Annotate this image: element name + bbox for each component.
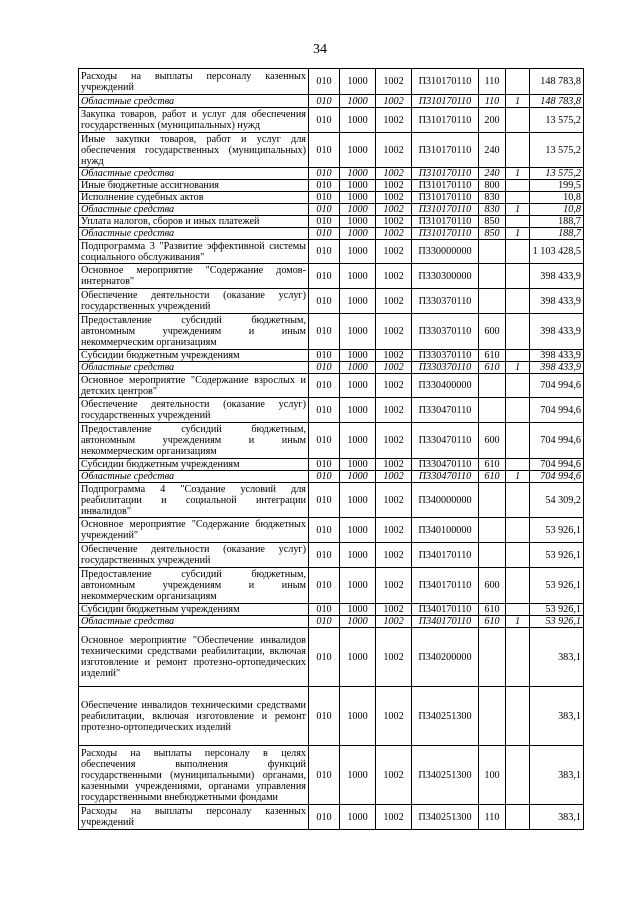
subsection-code-cell: 1002 bbox=[376, 398, 412, 423]
ministry-code-cell: 010 bbox=[309, 628, 340, 687]
funding-source-cell bbox=[506, 459, 530, 471]
item-name-cell: Расходы на выплаты персоналу казенных учреждений bbox=[79, 805, 309, 830]
section-code-cell: 1000 bbox=[340, 240, 376, 264]
subsection-code-cell: 1002 bbox=[376, 168, 412, 180]
funding-source-cell bbox=[506, 216, 530, 228]
funding-source-cell bbox=[506, 264, 530, 289]
target-article-cell: П310170110 bbox=[412, 95, 479, 108]
item-name-cell: Субсидии бюджетным учреждениям bbox=[79, 350, 309, 362]
subsection-code-cell: 1002 bbox=[376, 604, 412, 616]
funding-source-cell: 1 bbox=[506, 228, 530, 240]
ministry-code-cell: 010 bbox=[309, 168, 340, 180]
amount-cell: 704 994,6 bbox=[530, 374, 584, 398]
expense-type-cell: 850 bbox=[479, 216, 506, 228]
ministry-code-cell: 010 bbox=[309, 459, 340, 471]
table-row bbox=[79, 543, 584, 568]
target-article-cell: П340170110 bbox=[412, 543, 479, 568]
section-code-cell: 1000 bbox=[340, 228, 376, 240]
funding-source-cell bbox=[506, 423, 530, 459]
amount-cell: 398 433,9 bbox=[530, 350, 584, 362]
table-row bbox=[79, 459, 584, 471]
subsection-code-cell: 1002 bbox=[376, 471, 412, 483]
expense-type-cell: 610 bbox=[479, 459, 506, 471]
item-name-cell: Субсидии бюджетным учреждениям bbox=[79, 604, 309, 616]
target-article-cell: П330400000 bbox=[412, 374, 479, 398]
section-code-cell: 1000 bbox=[340, 568, 376, 604]
target-article-cell: П330370110 bbox=[412, 289, 479, 314]
expense-type-cell: 240 bbox=[479, 168, 506, 180]
funding-source-cell: 1 bbox=[506, 168, 530, 180]
target-article-cell: П310170110 bbox=[412, 216, 479, 228]
table-row bbox=[79, 628, 584, 687]
expense-type-cell: 800 bbox=[479, 180, 506, 192]
amount-cell: 1 103 428,5 bbox=[530, 240, 584, 264]
table-row bbox=[79, 69, 584, 95]
amount-cell: 188,7 bbox=[530, 216, 584, 228]
section-code-cell: 1000 bbox=[340, 204, 376, 216]
ministry-code-cell: 010 bbox=[309, 805, 340, 830]
funding-source-cell bbox=[506, 108, 530, 133]
amount-cell: 398 433,9 bbox=[530, 289, 584, 314]
item-name-cell: Закупка товаров, работ и услуг для обеспечения государственных (муниципальных) нужд bbox=[79, 108, 309, 133]
item-name-cell: Расходы на выплаты персоналу казенных учреждений bbox=[79, 69, 309, 95]
ministry-code-cell: 010 bbox=[309, 543, 340, 568]
ministry-code-cell: 010 bbox=[309, 289, 340, 314]
amount-cell: 148 783,8 bbox=[530, 95, 584, 108]
target-article-cell: П340100000 bbox=[412, 518, 479, 543]
item-name-cell: Расходы на выплаты персоналу в целях обеспечения выполнения функций государственными (муниципальными) органами, казенными учреждениями, органами управления государственными внебюджетными фондами bbox=[79, 746, 309, 805]
table-row bbox=[79, 133, 584, 168]
funding-source-cell bbox=[506, 289, 530, 314]
section-code-cell: 1000 bbox=[340, 423, 376, 459]
item-name-cell: Исполнение судебных актов bbox=[79, 192, 309, 204]
table-row bbox=[79, 108, 584, 133]
item-name-cell: Областные средства bbox=[79, 362, 309, 374]
subsection-code-cell: 1002 bbox=[376, 204, 412, 216]
amount-cell: 383,1 bbox=[530, 746, 584, 805]
section-code-cell: 1000 bbox=[340, 616, 376, 628]
amount-cell: 148 783,8 bbox=[530, 69, 584, 95]
item-name-cell: Подпрограмма 3 "Развитие эффективной системы социального обслуживания" bbox=[79, 240, 309, 264]
table-row bbox=[79, 805, 584, 830]
target-article-cell: П340251300 bbox=[412, 746, 479, 805]
amount-cell: 13 575,2 bbox=[530, 108, 584, 133]
subsection-code-cell: 1002 bbox=[376, 69, 412, 95]
ministry-code-cell: 010 bbox=[309, 204, 340, 216]
table-row bbox=[79, 518, 584, 543]
expense-type-cell: 600 bbox=[479, 568, 506, 604]
amount-cell: 10,8 bbox=[530, 192, 584, 204]
ministry-code-cell: 010 bbox=[309, 483, 340, 518]
funding-source-cell: 1 bbox=[506, 95, 530, 108]
item-name-cell: Областные средства bbox=[79, 471, 309, 483]
section-code-cell: 1000 bbox=[340, 483, 376, 518]
table-row bbox=[79, 192, 584, 204]
target-article-cell: П310170110 bbox=[412, 204, 479, 216]
target-article-cell: П340170110 bbox=[412, 604, 479, 616]
section-code-cell: 1000 bbox=[340, 133, 376, 168]
ministry-code-cell: 010 bbox=[309, 568, 340, 604]
subsection-code-cell: 1002 bbox=[376, 180, 412, 192]
target-article-cell: П330370110 bbox=[412, 314, 479, 350]
amount-cell: 13 575,2 bbox=[530, 133, 584, 168]
funding-source-cell bbox=[506, 314, 530, 350]
target-article-cell: П340170110 bbox=[412, 616, 479, 628]
section-code-cell: 1000 bbox=[340, 518, 376, 543]
amount-cell: 53 926,1 bbox=[530, 604, 584, 616]
item-name-cell: Областные средства bbox=[79, 168, 309, 180]
expense-type-cell bbox=[479, 543, 506, 568]
item-name-cell: Уплата налогов, сборов и иных платежей bbox=[79, 216, 309, 228]
funding-source-cell bbox=[506, 133, 530, 168]
section-code-cell: 1000 bbox=[340, 746, 376, 805]
ministry-code-cell: 010 bbox=[309, 180, 340, 192]
amount-cell: 188,7 bbox=[530, 228, 584, 240]
target-article-cell: П340251300 bbox=[412, 805, 479, 830]
section-code-cell: 1000 bbox=[340, 459, 376, 471]
section-code-cell: 1000 bbox=[340, 168, 376, 180]
expense-type-cell: 610 bbox=[479, 350, 506, 362]
section-code-cell: 1000 bbox=[340, 192, 376, 204]
amount-cell: 704 994,6 bbox=[530, 423, 584, 459]
amount-cell: 53 926,1 bbox=[530, 518, 584, 543]
table-row bbox=[79, 374, 584, 398]
target-article-cell: П310170110 bbox=[412, 168, 479, 180]
ministry-code-cell: 010 bbox=[309, 362, 340, 374]
table-row bbox=[79, 289, 584, 314]
target-article-cell: П310170110 bbox=[412, 192, 479, 204]
subsection-code-cell: 1002 bbox=[376, 543, 412, 568]
expense-type-cell bbox=[479, 687, 506, 746]
amount-cell: 398 433,9 bbox=[530, 362, 584, 374]
section-code-cell: 1000 bbox=[340, 471, 376, 483]
table-row bbox=[79, 568, 584, 604]
expense-type-cell: 110 bbox=[479, 95, 506, 108]
subsection-code-cell: 1002 bbox=[376, 133, 412, 168]
ministry-code-cell: 010 bbox=[309, 471, 340, 483]
expense-type-cell bbox=[479, 240, 506, 264]
subsection-code-cell: 1002 bbox=[376, 616, 412, 628]
amount-cell: 383,1 bbox=[530, 687, 584, 746]
ministry-code-cell: 010 bbox=[309, 240, 340, 264]
table-row bbox=[79, 362, 584, 374]
table-row bbox=[79, 168, 584, 180]
amount-cell: 10,8 bbox=[530, 204, 584, 216]
item-name-cell: Областные средства bbox=[79, 95, 309, 108]
expense-type-cell: 240 bbox=[479, 133, 506, 168]
funding-source-cell bbox=[506, 687, 530, 746]
target-article-cell: П310170110 bbox=[412, 180, 479, 192]
subsection-code-cell: 1002 bbox=[376, 483, 412, 518]
subsection-code-cell: 1002 bbox=[376, 518, 412, 543]
subsection-code-cell: 1002 bbox=[376, 216, 412, 228]
expense-type-cell: 610 bbox=[479, 471, 506, 483]
amount-cell: 199,5 bbox=[530, 180, 584, 192]
funding-source-cell bbox=[506, 69, 530, 95]
expense-type-cell: 610 bbox=[479, 362, 506, 374]
table-row bbox=[79, 746, 584, 805]
ministry-code-cell: 010 bbox=[309, 95, 340, 108]
expense-type-cell: 110 bbox=[479, 805, 506, 830]
funding-source-cell bbox=[506, 543, 530, 568]
item-name-cell: Основное мероприятие "Содержание домов-интернатов" bbox=[79, 264, 309, 289]
section-code-cell: 1000 bbox=[340, 216, 376, 228]
budget-table-body bbox=[79, 69, 584, 830]
expense-type-cell bbox=[479, 628, 506, 687]
subsection-code-cell: 1002 bbox=[376, 108, 412, 133]
expense-type-cell: 610 bbox=[479, 604, 506, 616]
funding-source-cell: 1 bbox=[506, 616, 530, 628]
amount-cell: 13 575,2 bbox=[530, 168, 584, 180]
section-code-cell: 1000 bbox=[340, 350, 376, 362]
section-code-cell: 1000 bbox=[340, 543, 376, 568]
table-row bbox=[79, 604, 584, 616]
ministry-code-cell: 010 bbox=[309, 616, 340, 628]
expense-type-cell bbox=[479, 398, 506, 423]
funding-source-cell bbox=[506, 518, 530, 543]
item-name-cell: Подпрограмма 4 "Создание условий для реабилитации и социальной интеграции инвалидов" bbox=[79, 483, 309, 518]
expense-type-cell: 830 bbox=[479, 204, 506, 216]
subsection-code-cell: 1002 bbox=[376, 264, 412, 289]
subsection-code-cell: 1002 bbox=[376, 362, 412, 374]
expense-type-cell: 830 bbox=[479, 192, 506, 204]
ministry-code-cell: 010 bbox=[309, 264, 340, 289]
item-name-cell: Иные бюджетные ассигнования bbox=[79, 180, 309, 192]
section-code-cell: 1000 bbox=[340, 264, 376, 289]
subsection-code-cell: 1002 bbox=[376, 314, 412, 350]
target-article-cell: П330000000 bbox=[412, 240, 479, 264]
table-row bbox=[79, 240, 584, 264]
funding-source-cell bbox=[506, 350, 530, 362]
table-row bbox=[79, 471, 584, 483]
target-article-cell: П330370110 bbox=[412, 350, 479, 362]
table-row bbox=[79, 216, 584, 228]
target-article-cell: П330300000 bbox=[412, 264, 479, 289]
target-article-cell: П340000000 bbox=[412, 483, 479, 518]
expense-type-cell: 100 bbox=[479, 746, 506, 805]
table-row bbox=[79, 398, 584, 423]
table-row bbox=[79, 228, 584, 240]
amount-cell: 53 926,1 bbox=[530, 543, 584, 568]
table-row bbox=[79, 687, 584, 746]
expense-type-cell bbox=[479, 289, 506, 314]
item-name-cell: Основное мероприятие "Содержание взрослых и детских центров" bbox=[79, 374, 309, 398]
subsection-code-cell: 1002 bbox=[376, 240, 412, 264]
table-row bbox=[79, 204, 584, 216]
funding-source-cell bbox=[506, 483, 530, 518]
expense-type-cell bbox=[479, 483, 506, 518]
table-row bbox=[79, 350, 584, 362]
item-name-cell: Областные средства bbox=[79, 616, 309, 628]
target-article-cell: П340170110 bbox=[412, 568, 479, 604]
expense-type-cell bbox=[479, 518, 506, 543]
funding-source-cell bbox=[506, 374, 530, 398]
ministry-code-cell: 010 bbox=[309, 350, 340, 362]
amount-cell: 383,1 bbox=[530, 805, 584, 830]
ministry-code-cell: 010 bbox=[309, 374, 340, 398]
target-article-cell: П310170110 bbox=[412, 228, 479, 240]
ministry-code-cell: 010 bbox=[309, 133, 340, 168]
subsection-code-cell: 1002 bbox=[376, 459, 412, 471]
section-code-cell: 1000 bbox=[340, 628, 376, 687]
subsection-code-cell: 1002 bbox=[376, 374, 412, 398]
item-name-cell: Обеспечение инвалидов техническими средствами реабилитации, включая изготовление и ремонт протезно-ортопедических изделий bbox=[79, 687, 309, 746]
budget-table bbox=[78, 68, 584, 830]
expense-type-cell bbox=[479, 264, 506, 289]
amount-cell: 53 926,1 bbox=[530, 568, 584, 604]
subsection-code-cell: 1002 bbox=[376, 228, 412, 240]
section-code-cell: 1000 bbox=[340, 95, 376, 108]
section-code-cell: 1000 bbox=[340, 398, 376, 423]
target-article-cell: П340200000 bbox=[412, 628, 479, 687]
funding-source-cell bbox=[506, 180, 530, 192]
ministry-code-cell: 010 bbox=[309, 687, 340, 746]
subsection-code-cell: 1002 bbox=[376, 423, 412, 459]
ministry-code-cell: 010 bbox=[309, 518, 340, 543]
item-name-cell: Предоставление субсидий бюджетным, автономным учреждениям и иным некоммерческим организациям bbox=[79, 314, 309, 350]
funding-source-cell bbox=[506, 568, 530, 604]
item-name-cell: Областные средства bbox=[79, 204, 309, 216]
ministry-code-cell: 010 bbox=[309, 192, 340, 204]
table-row bbox=[79, 423, 584, 459]
ministry-code-cell: 010 bbox=[309, 604, 340, 616]
ministry-code-cell: 010 bbox=[309, 314, 340, 350]
funding-source-cell: 1 bbox=[506, 362, 530, 374]
table-row bbox=[79, 616, 584, 628]
item-name-cell: Обеспечение деятельности (оказание услуг) государственных учреждений bbox=[79, 289, 309, 314]
ministry-code-cell: 010 bbox=[309, 216, 340, 228]
amount-cell: 383,1 bbox=[530, 628, 584, 687]
expense-type-cell: 850 bbox=[479, 228, 506, 240]
target-article-cell: П330370110 bbox=[412, 362, 479, 374]
amount-cell: 704 994,6 bbox=[530, 398, 584, 423]
funding-source-cell: 1 bbox=[506, 471, 530, 483]
item-name-cell: Обеспечение деятельности (оказание услуг) государственных учреждений bbox=[79, 398, 309, 423]
funding-source-cell bbox=[506, 398, 530, 423]
item-name-cell: Обеспечение деятельности (оказание услуг) государственных учреждений bbox=[79, 543, 309, 568]
expense-type-cell: 610 bbox=[479, 616, 506, 628]
subsection-code-cell: 1002 bbox=[376, 289, 412, 314]
funding-source-cell bbox=[506, 805, 530, 830]
section-code-cell: 1000 bbox=[340, 69, 376, 95]
expense-type-cell: 600 bbox=[479, 314, 506, 350]
page-number: 34 bbox=[313, 42, 327, 57]
subsection-code-cell: 1002 bbox=[376, 628, 412, 687]
expense-type-cell: 600 bbox=[479, 423, 506, 459]
subsection-code-cell: 1002 bbox=[376, 805, 412, 830]
amount-cell: 704 994,6 bbox=[530, 471, 584, 483]
target-article-cell: П310170110 bbox=[412, 69, 479, 95]
target-article-cell: П310170110 bbox=[412, 108, 479, 133]
section-code-cell: 1000 bbox=[340, 180, 376, 192]
amount-cell: 54 309,2 bbox=[530, 483, 584, 518]
section-code-cell: 1000 bbox=[340, 687, 376, 746]
ministry-code-cell: 010 bbox=[309, 228, 340, 240]
ministry-code-cell: 010 bbox=[309, 398, 340, 423]
section-code-cell: 1000 bbox=[340, 362, 376, 374]
item-name-cell: Иные закупки товаров, работ и услуг для обеспечения государственных (муниципальных) нужд bbox=[79, 133, 309, 168]
funding-source-cell: 1 bbox=[506, 204, 530, 216]
item-name-cell: Основное мероприятие "Содержание бюджетных учреждений" bbox=[79, 518, 309, 543]
target-article-cell: П330470110 bbox=[412, 398, 479, 423]
subsection-code-cell: 1002 bbox=[376, 192, 412, 204]
ministry-code-cell: 010 bbox=[309, 746, 340, 805]
table-row bbox=[79, 314, 584, 350]
target-article-cell: П310170110 bbox=[412, 133, 479, 168]
amount-cell: 398 433,9 bbox=[530, 314, 584, 350]
subsection-code-cell: 1002 bbox=[376, 687, 412, 746]
funding-source-cell bbox=[506, 240, 530, 264]
funding-source-cell bbox=[506, 746, 530, 805]
expense-type-cell: 110 bbox=[479, 69, 506, 95]
expense-type-cell: 200 bbox=[479, 108, 506, 133]
table-row bbox=[79, 264, 584, 289]
section-code-cell: 1000 bbox=[340, 604, 376, 616]
subsection-code-cell: 1002 bbox=[376, 350, 412, 362]
section-code-cell: 1000 bbox=[340, 374, 376, 398]
ministry-code-cell: 010 bbox=[309, 69, 340, 95]
section-code-cell: 1000 bbox=[340, 314, 376, 350]
expense-type-cell bbox=[479, 374, 506, 398]
item-name-cell: Основное мероприятие "Обеспечение инвалидов техническими средствами реабилитации, включая изготовление и ремонт протезно-ортопедических изделий" bbox=[79, 628, 309, 687]
target-article-cell: П330470110 bbox=[412, 471, 479, 483]
table-row bbox=[79, 483, 584, 518]
funding-source-cell bbox=[506, 604, 530, 616]
funding-source-cell bbox=[506, 628, 530, 687]
amount-cell: 704 994,6 bbox=[530, 459, 584, 471]
amount-cell: 398 433,9 bbox=[530, 264, 584, 289]
target-article-cell: П340251300 bbox=[412, 687, 479, 746]
target-article-cell: П330470110 bbox=[412, 459, 479, 471]
table-row bbox=[79, 95, 584, 108]
amount-cell: 53 926,1 bbox=[530, 616, 584, 628]
ministry-code-cell: 010 bbox=[309, 423, 340, 459]
subsection-code-cell: 1002 bbox=[376, 568, 412, 604]
subsection-code-cell: 1002 bbox=[376, 746, 412, 805]
item-name-cell: Предоставление субсидий бюджетным, автономным учреждениям и иным некоммерческим организациям bbox=[79, 423, 309, 459]
item-name-cell: Субсидии бюджетным учреждениям bbox=[79, 459, 309, 471]
subsection-code-cell: 1002 bbox=[376, 95, 412, 108]
section-code-cell: 1000 bbox=[340, 108, 376, 133]
section-code-cell: 1000 bbox=[340, 289, 376, 314]
funding-source-cell bbox=[506, 192, 530, 204]
ministry-code-cell: 010 bbox=[309, 108, 340, 133]
item-name-cell: Областные средства bbox=[79, 228, 309, 240]
table-row bbox=[79, 180, 584, 192]
item-name-cell: Предоставление субсидий бюджетным, автономным учреждениям и иным некоммерческим организациям bbox=[79, 568, 309, 604]
target-article-cell: П330470110 bbox=[412, 423, 479, 459]
section-code-cell: 1000 bbox=[340, 805, 376, 830]
